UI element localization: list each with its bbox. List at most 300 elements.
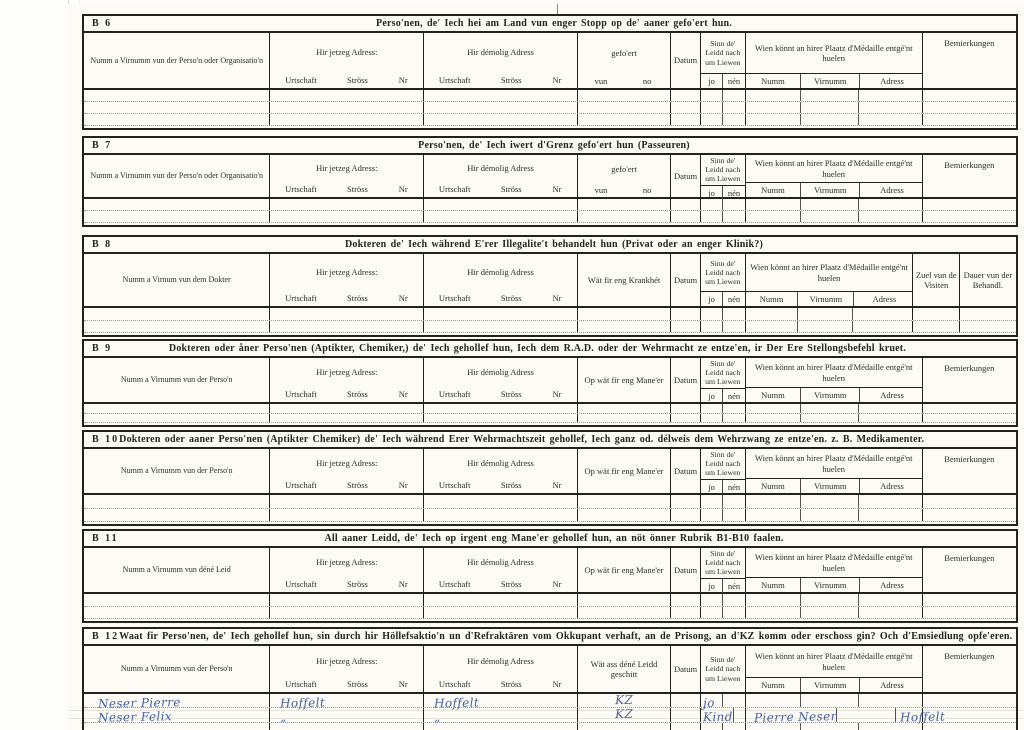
address-sublabels <box>270 477 423 493</box>
address-sublabel: Ströss <box>347 578 368 589</box>
handwritten-alive: jo <box>702 695 715 711</box>
medal-sublabel: Virnumm <box>800 74 859 88</box>
cell-still-alive <box>701 594 746 606</box>
cell-name <box>84 495 270 508</box>
detail-sublabel-from: vun <box>594 75 608 86</box>
address-sublabel: Nr <box>552 479 562 490</box>
header-col-date <box>671 548 701 592</box>
cell-medal-name <box>746 102 801 113</box>
header-col-detail <box>578 33 671 88</box>
cell-detail <box>578 607 671 619</box>
section-title: Dokteren oder aaner Perso'nen (Aptikter Chemiker) de' Iech während Erer Wehrmachtszeit gehollef, Iech ganz od. délweis dem Wehrzwang ze entze'en. z. B. Medikamenter. <box>119 434 925 445</box>
section-title-row <box>84 629 1016 646</box>
section-id: B 8 <box>92 239 113 250</box>
section-body <box>84 308 1016 335</box>
section-header <box>84 33 1016 90</box>
cell-alive-yes <box>701 708 733 725</box>
header-col-medal-recipient <box>746 33 923 88</box>
cell-alive-no <box>722 404 744 413</box>
cell-alive-yes <box>701 594 722 606</box>
cell-medal-firstname <box>800 211 858 222</box>
remarks-label: Bemierkungen <box>944 454 995 464</box>
cell-alive-yes <box>701 211 722 222</box>
cell-former-address <box>424 321 578 333</box>
cell-medal-firstname <box>800 102 858 113</box>
section-header <box>84 548 1016 594</box>
address-sublabel: Urtschaft <box>285 183 317 194</box>
address-sublabel: Ströss <box>347 183 368 194</box>
cell-current-address <box>270 414 424 423</box>
handwritten-alive: Kind <box>702 709 733 725</box>
cell-detail <box>578 404 671 413</box>
header-col-current-address <box>270 254 424 306</box>
section-id: B 7 <box>92 140 113 151</box>
cell-detail <box>578 723 671 730</box>
cell-date <box>671 594 701 606</box>
medal-sublabel: Numm <box>761 679 785 690</box>
cell-date <box>671 308 701 320</box>
cell-medal-name <box>746 114 801 125</box>
form-section-b12 <box>82 627 1018 730</box>
address-sublabel: Nr <box>552 578 562 589</box>
address-sublabels <box>270 676 423 692</box>
address-sublabel: Ströss <box>500 388 522 399</box>
table-row <box>84 114 1016 126</box>
cell-date <box>671 694 701 707</box>
cell-still-alive <box>701 495 746 508</box>
address-sublabel: Urtschaft <box>438 578 471 589</box>
alive-yes-label: jo <box>708 293 715 304</box>
cell-alive-no <box>722 90 744 101</box>
cell-medal-name <box>746 414 801 423</box>
cell-medal-firstname <box>800 594 858 606</box>
cell-alive-no <box>722 102 744 113</box>
cell-former-address <box>424 607 578 619</box>
form-section-b7 <box>82 136 1018 227</box>
medal-recipient-label: Wien könnt an hirer Plaatz d'Médaille entgé'nt huelen <box>750 262 908 283</box>
address-sublabels <box>424 181 577 197</box>
cell-remarks <box>923 199 1016 210</box>
cell-alive-no <box>733 708 745 721</box>
cell-former-address <box>424 404 578 413</box>
handwritten-current-address: Hoffelt <box>280 695 326 711</box>
address-sublabel: Nr <box>398 74 408 85</box>
header-col-current-address <box>270 358 424 402</box>
address-label: Hir jetzeg Adress: <box>316 655 378 666</box>
cell-alive-yes <box>701 102 722 113</box>
address-sublabel: Nr <box>398 578 408 589</box>
header-col-medal-recipient <box>746 155 923 197</box>
header-col-still-alive <box>701 155 746 197</box>
cell-former-address <box>424 414 578 423</box>
medal-sublabel: Numm <box>761 184 785 195</box>
medal-sublabels <box>746 73 922 88</box>
date-label: Datum <box>673 374 698 385</box>
cell-medal-recipient <box>746 708 945 726</box>
header-col-medal-recipient <box>746 646 923 692</box>
medal-sublabel: Numm <box>761 480 785 491</box>
section-title-row <box>84 341 1016 358</box>
section-title-row <box>84 432 1016 449</box>
header-col-former-address <box>424 358 578 402</box>
cell-medal-address <box>858 114 921 125</box>
handwritten-name: Neser Pierre <box>97 695 181 711</box>
medal-sublabel: Virnumm <box>800 578 859 592</box>
cell-former-address <box>424 90 578 101</box>
cell-detail <box>578 102 671 113</box>
header-col-remarks <box>923 646 1016 692</box>
form-section-b8 <box>82 235 1018 337</box>
cell-name <box>84 102 270 113</box>
handwritten-detail: KZ <box>614 707 634 722</box>
table-row <box>84 308 1016 321</box>
cell-medal-address <box>858 199 921 210</box>
header-col-medal-recipient <box>746 548 923 592</box>
cell-alive-no <box>722 694 744 707</box>
cell-detail <box>578 90 671 101</box>
address-sublabel: Urtschaft <box>285 678 317 689</box>
medal-sublabel: Virnumm <box>800 388 859 402</box>
cell-name <box>84 321 270 333</box>
cell-detail <box>578 321 671 333</box>
cell-medal-firstname <box>800 414 858 423</box>
medal-sublabel: Virnumm <box>800 183 859 197</box>
address-sublabels <box>424 386 577 402</box>
cell-medal-name <box>746 607 801 619</box>
detail-column-label: Op wät fir eng Mane'er <box>584 374 664 385</box>
header-col-medal-recipient <box>746 254 914 306</box>
address-sublabel: Ströss <box>500 292 522 303</box>
detail-sublabels <box>578 74 670 88</box>
address-sublabel: Nr <box>398 292 408 303</box>
date-label: Datum <box>673 663 698 674</box>
section-id: B 11 <box>92 533 119 544</box>
alive-sublabels <box>701 388 745 403</box>
header-col-former-address <box>424 254 578 306</box>
cell-medal-address <box>858 102 921 113</box>
cell-alive-no <box>722 509 744 522</box>
address-sublabel: Ströss <box>347 678 368 689</box>
cell-medal-firstname <box>800 495 858 508</box>
section-id: B 12 <box>92 631 120 642</box>
address-label: Hir démolig Adress <box>467 457 534 468</box>
address-sublabel: Ströss <box>347 292 368 303</box>
address-sublabel: Ströss <box>500 479 522 490</box>
section-title: Waat fir Perso'nen, de' Iech gehollef hun, sin durch hir Höllefsaktio'n un d'Refraktären vom Okkupant verhaft, an de Prisong, an d'KZ komm oder erschoss gin? Och d'Emsiedlung opfe'eren. <box>119 631 1013 642</box>
cell-medal-address <box>858 594 921 606</box>
section-header <box>84 254 1016 308</box>
handwritten-medal-address: Hoffelt <box>899 709 945 725</box>
cell-remarks <box>923 594 1016 606</box>
address-sublabel: Ströss <box>347 74 368 85</box>
handwritten-current-address: „ <box>280 710 288 725</box>
medal-sublabel: Virnumm <box>800 479 859 493</box>
cell-former-address <box>424 114 578 125</box>
cell-date <box>671 114 701 125</box>
detail-sublabel-to: no <box>642 75 652 86</box>
medal-recipient-label: Wien könnt an hirer Plaatz d'Médaille entgé'nt huelen <box>754 158 913 179</box>
address-sublabels <box>270 72 423 88</box>
cell-detail <box>578 509 671 522</box>
cell-medal-firstname <box>800 90 858 101</box>
cell-current-address <box>270 708 424 725</box>
cell-medal-address <box>858 90 921 101</box>
cell-detail <box>578 211 671 222</box>
address-sublabels <box>270 576 423 592</box>
cell-medal-address <box>858 404 921 413</box>
address-sublabel: Ströss <box>500 578 522 589</box>
still-alive-label: Sinn de' Leidd nach um Liewen <box>705 258 741 287</box>
cell-current-address <box>270 495 424 508</box>
detail-column-label: gefo'ert <box>611 48 637 59</box>
header-col-still-alive <box>701 33 746 88</box>
table-row <box>84 102 1016 114</box>
name-column-label: Numm a Virnumm vun der Perso'n <box>120 664 233 674</box>
medal-recipient-label: Wien könnt an hirer Plaatz d'Médaille entgé'nt huelen <box>754 453 913 474</box>
cell-alive-no <box>722 414 744 423</box>
header-col-date <box>671 254 701 306</box>
cell-name <box>84 90 270 101</box>
cell-medal-recipient <box>746 90 923 101</box>
medal-sublabels <box>746 387 922 402</box>
section-header <box>84 358 1016 404</box>
cell-alive-yes <box>701 509 722 522</box>
cell-detail <box>578 114 671 125</box>
medal-recipient-label: Wien könnt an hirer Plaatz d'Médaille entgé'nt huelen <box>754 651 913 672</box>
address-label: Hir démolig Adress <box>467 266 534 277</box>
alive-yes-label: jo <box>708 75 715 86</box>
section-title: Perso'nen, de' Iech iwert d'Grenz gefo'ert hun (Passeuren) <box>418 140 690 151</box>
address-sublabel: Urtschaft <box>285 74 317 85</box>
medal-sublabel: Adress <box>853 292 914 306</box>
cell-detail <box>578 308 671 320</box>
medal-sublabel: Virnumm <box>800 678 859 692</box>
header-col-medal-recipient <box>746 449 923 493</box>
cell-current-address <box>270 594 424 606</box>
name-column-label: Numm a Virnumm vun der Perso'n oder Organisatio'n <box>90 171 263 181</box>
address-sublabel: Nr <box>398 678 408 689</box>
handwritten-medal-recipient: Pierre Neser <box>753 709 837 726</box>
cell-date <box>671 90 701 101</box>
cell-treatment-duration <box>960 308 1016 320</box>
date-label: Datum <box>673 55 698 66</box>
medal-sublabels <box>746 182 922 197</box>
cell-medal-firstname <box>800 114 858 125</box>
address-sublabel: Nr <box>398 183 408 194</box>
address-sublabel: Urtschaft <box>438 388 471 399</box>
header-col-current-address <box>270 33 424 88</box>
name-column-label: Numm a Virnumm vun der Perso'n oder Organisatio'n <box>90 55 263 65</box>
header-col-name <box>84 155 270 197</box>
section-title: Dokteren oder åner Perso'nen (Aptikter, Chemiker,) de' Iech gehollef hun, Iech dem R.A.D. oder der Wehrmacht ze entze'en, ir Der Ere Stellongsbefehl kruet. <box>168 343 906 354</box>
cell-current-address <box>270 694 424 711</box>
name-column-label: Numm a Virnum vun dem Dokter <box>122 275 231 285</box>
medal-sublabels <box>746 478 922 493</box>
cell-alive-yes <box>701 495 722 508</box>
cell-name <box>84 414 270 423</box>
address-label: Hir jetzeg Adress: <box>316 457 378 468</box>
header-col-current-address <box>270 646 424 692</box>
header-col-name <box>84 449 270 493</box>
cell-remarks <box>923 607 1016 619</box>
cell-medal-recipient <box>746 509 923 522</box>
header-col-date <box>671 358 701 402</box>
cell-current-address <box>270 723 424 730</box>
cell-still-alive <box>701 308 746 320</box>
header-col-still-alive <box>701 646 746 692</box>
section-header <box>84 155 1016 199</box>
cell-current-address <box>270 321 424 333</box>
cell-date <box>671 199 701 210</box>
cell-alive-no <box>722 114 744 125</box>
remarks-label: Bemierkungen <box>944 553 995 563</box>
cell-alive-yes <box>701 607 722 619</box>
address-sublabel: Ströss <box>500 74 522 85</box>
header-col-detail <box>578 449 671 493</box>
address-sublabel: Urtschaft <box>285 388 317 399</box>
cell-medal-firstname <box>800 607 858 619</box>
cell-still-alive <box>701 607 746 619</box>
cell-medal-address <box>858 414 921 423</box>
cell-medal-address <box>858 495 921 508</box>
cell-name <box>84 114 270 125</box>
detail-column-label: Wät fir eng Krankhét <box>587 274 661 285</box>
header-col-still-alive <box>701 548 746 592</box>
table-row <box>84 414 1016 424</box>
cell-remarks <box>923 509 1016 522</box>
cell-remarks <box>923 102 1016 113</box>
header-col-remarks <box>923 548 1016 592</box>
name-column-label: Numm a Virnumm vun der Perso'n <box>120 375 233 385</box>
header-col-detail <box>578 548 671 592</box>
cell-medal-firstname <box>800 404 858 413</box>
cell-name <box>84 694 270 711</box>
cell-remarks <box>923 90 1016 101</box>
medal-sublabel: Adress <box>859 183 923 197</box>
cell-date <box>671 509 701 522</box>
address-sublabel: Urtschaft <box>285 292 317 303</box>
section-title: Perso'nen, de' Iech hei am Land vun enger Stopp op de' aaner gefo'ert hun. <box>376 18 732 29</box>
cell-medal-recipient <box>746 607 923 619</box>
cell-alive-yes <box>701 404 722 413</box>
alive-sublabels <box>701 479 745 494</box>
address-label: Hir démolig Adress <box>467 47 534 58</box>
cell-medal-name <box>746 708 837 726</box>
address-sublabel: Urtschaft <box>438 678 471 689</box>
cell-medal-address <box>858 509 921 522</box>
cell-current-address <box>270 308 424 320</box>
detail-column-label: Op wät fir eng Mane'er <box>584 564 664 575</box>
cell-still-alive <box>701 708 746 725</box>
name-column-label: Numm a Virnumm vun der Perso'n <box>120 466 233 476</box>
medal-sublabels <box>746 677 922 692</box>
header-col-name <box>84 358 270 402</box>
cell-name <box>84 211 270 222</box>
address-sublabels <box>424 676 577 692</box>
cell-remarks <box>923 114 1016 125</box>
header-col-remarks <box>923 449 1016 493</box>
cell-medal-name <box>746 694 801 707</box>
address-sublabel: Nr <box>552 388 562 399</box>
cell-former-address <box>424 211 578 222</box>
cell-remarks <box>923 404 1016 413</box>
address-sublabel: Nr <box>552 183 562 194</box>
remarks-label: Bemierkungen <box>944 38 995 48</box>
cell-current-address <box>270 211 424 222</box>
address-sublabel: Nr <box>552 74 562 85</box>
treatment-duration-label: Dauer vun der Behandl. <box>963 269 1013 290</box>
detail-column-label: Op wät fir eng Mane'er <box>584 465 664 476</box>
cell-medal-name <box>746 404 801 413</box>
cell-name <box>84 404 270 413</box>
medal-sublabel: Adress <box>859 479 923 493</box>
section-id: B 10 <box>92 434 120 445</box>
address-sublabels <box>270 386 423 402</box>
detail-column-label: Wät ass déné Leidd geschitt <box>590 658 658 679</box>
cell-remarks <box>923 211 1016 222</box>
cell-name <box>84 308 270 320</box>
header-col-name <box>84 33 270 88</box>
table-row <box>84 594 1016 607</box>
table-row <box>84 495 1016 509</box>
cell-still-alive <box>701 404 746 413</box>
section-title: Dokteren de' Iech während E'rer Illegalite't behandelt hun (Privat oder an enger Klinik?) <box>344 239 764 250</box>
cell-alive-yes <box>701 308 722 320</box>
address-sublabel: Ströss <box>347 479 368 490</box>
header-col-current-address <box>270 548 424 592</box>
alive-sublabels <box>701 185 745 200</box>
cell-alive-yes <box>701 321 722 333</box>
alive-yes-label: jo <box>708 580 715 591</box>
table-row <box>84 723 1016 730</box>
alive-yes-label: jo <box>708 481 715 492</box>
medal-sublabel: Adress <box>859 388 923 402</box>
handwritten-former-address: Hoffelt <box>434 695 480 711</box>
cell-medal-firstname <box>797 308 852 320</box>
cell-medal-address <box>858 607 921 619</box>
cell-former-address <box>424 723 578 730</box>
cell-still-alive <box>701 199 746 210</box>
name-column-label: Numm a Virnumm vun déné Leid <box>122 565 231 575</box>
remarks-label: Bemierkungen <box>944 363 995 373</box>
cell-name <box>84 607 270 619</box>
header-col-date <box>671 33 701 88</box>
cell-current-address <box>270 607 424 619</box>
cell-medal-name <box>746 211 801 222</box>
cell-name <box>84 708 270 726</box>
medal-recipient-label: Wien könnt an hirer Plaatz d'Médaille entgé'nt huelen <box>754 362 913 383</box>
address-label: Hir démolig Adress <box>467 556 534 567</box>
cell-date <box>671 723 701 730</box>
cell-visit-count <box>913 321 960 333</box>
section-title-row <box>84 237 1016 254</box>
address-label: Hir jetzeg Adress: <box>316 162 378 173</box>
cell-date <box>671 495 701 508</box>
cell-medal-recipient <box>746 114 923 125</box>
section-body <box>84 594 1016 621</box>
medal-sublabel: Virnumm <box>797 292 853 306</box>
table-row <box>84 607 1016 620</box>
alive-sublabels <box>701 578 745 593</box>
cell-medal-recipient <box>746 594 923 606</box>
header-col-detail <box>578 155 671 197</box>
cell-detail <box>578 414 671 423</box>
address-label: Hir jetzeg Adress: <box>316 266 378 277</box>
detail-column-label: gefo'ert <box>611 163 637 174</box>
still-alive-label: Sinn de' Leidd nach um Liewen <box>705 655 741 683</box>
cell-medal-firstname <box>836 708 894 721</box>
cell-current-address <box>270 102 424 113</box>
